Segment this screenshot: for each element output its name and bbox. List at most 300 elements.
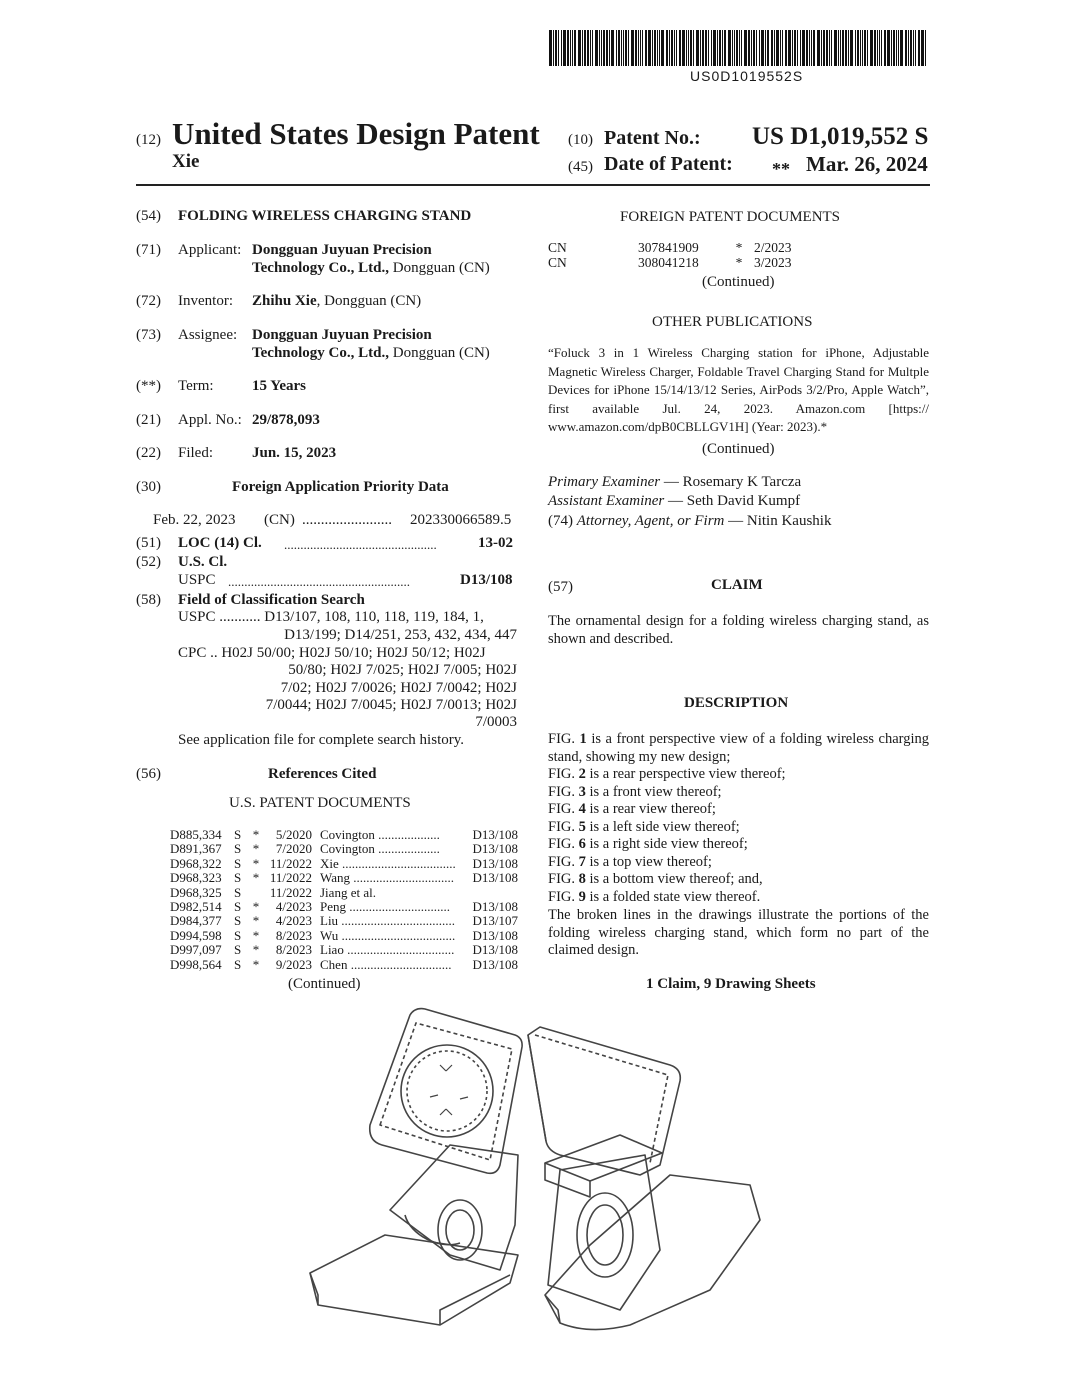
barcode-bar — [679, 30, 681, 66]
barcode-bar — [590, 30, 591, 66]
applicant-label: Applicant: — [178, 242, 242, 258]
inventor-location: , Dongguan (CN) — [316, 293, 422, 309]
barcode-bar — [797, 30, 798, 66]
figure-text: is a bottom view thereof; and, — [585, 871, 763, 887]
foreign-date: 2/2023 — [754, 240, 792, 255]
barcode-bar — [862, 30, 863, 66]
barcode-bar — [918, 30, 920, 66]
barcode-bar — [910, 30, 912, 66]
barcode-bar — [635, 30, 637, 66]
barcode-bar — [759, 30, 760, 66]
code-74: (74) — [548, 513, 573, 529]
ref-number: D982,514 — [170, 898, 222, 914]
figure-prefix: FIG. — [548, 801, 579, 817]
figure-prefix: FIG. — [548, 731, 580, 747]
header-rule — [136, 184, 930, 186]
cited-reference-row — [170, 958, 518, 972]
barcode-bar — [606, 30, 608, 66]
barcode-bar — [864, 30, 866, 66]
references-cited-title: References Cited — [268, 766, 377, 782]
barcode-bar — [817, 30, 820, 66]
assignee-location: Dongguan (CN) — [388, 345, 490, 361]
barcode-bar — [690, 30, 692, 66]
ref-class: D13/108 — [472, 956, 518, 972]
inventor-name: Zhihu Xie — [252, 293, 317, 309]
barcode-bar — [599, 30, 600, 66]
figure-text: is a front perspective view of a folding wireless charging stand, showing my new design; — [548, 731, 929, 765]
ref-inventor: Wu ................................... — [320, 928, 456, 943]
term-value: 15 Years — [252, 378, 307, 394]
ref-class: D13/108 — [472, 898, 518, 914]
ref-number: D968,322 — [170, 855, 222, 871]
barcode-bar — [618, 30, 620, 66]
term-label: Term: — [178, 378, 214, 394]
priority-data-title: Foreign Application Priority Data — [232, 479, 449, 495]
ref-star — [248, 886, 264, 900]
barcode-bar — [860, 30, 861, 66]
cited-reference-row — [170, 857, 518, 871]
figure-description — [548, 801, 929, 819]
barcode-bar — [657, 30, 658, 66]
code-30: (30) — [136, 479, 161, 495]
barcode-bar — [595, 30, 598, 66]
barcode-bar — [572, 30, 573, 66]
patent-no-label: Patent No.: — [604, 127, 701, 149]
barcode-bar — [640, 30, 641, 66]
primary-examiner — [548, 474, 801, 491]
barcode-bar — [867, 30, 868, 66]
code-52: (52) — [136, 554, 161, 570]
us-cl-label: U.S. Cl. — [178, 554, 228, 570]
barcode-bar — [625, 30, 627, 66]
barcode-bar — [561, 30, 562, 66]
ref-star: * — [252, 841, 260, 857]
barcode-bar — [674, 30, 675, 66]
ref-number: D885,334 — [170, 827, 222, 842]
barcode-bar — [925, 30, 926, 66]
barcode-bar — [609, 30, 610, 66]
barcode-bar — [659, 30, 660, 66]
claim-title: CLAIM — [711, 577, 763, 593]
barcode-bar — [732, 30, 733, 66]
ref-date: 7/2020 — [275, 841, 312, 857]
barcode-bar — [722, 30, 723, 66]
ref-date: 11/2022 — [269, 884, 312, 900]
attorney-label: Attorney, Agent, or Firm — [576, 513, 725, 529]
ref-class: D13/108 — [472, 942, 518, 958]
barcode-bar — [688, 30, 689, 66]
ref-star: * — [252, 898, 260, 914]
barcode-bar — [567, 30, 569, 66]
figure-text: is a rear perspective view thereof; — [585, 766, 786, 782]
foreign-doc-row — [548, 240, 848, 255]
barcode-bar — [676, 30, 677, 66]
ref-date: 11/2022 — [269, 855, 312, 871]
ref-class: D13/108 — [472, 855, 518, 871]
loc-dots: ............................................... — [284, 537, 437, 552]
figure-prefix: FIG. — [548, 818, 579, 835]
search-uspc-line1: USPC ........... D13/107, 108, 110, 118, 119, 184, 1, — [178, 609, 484, 625]
assistant-examiner — [548, 493, 800, 510]
barcode-bar — [908, 30, 909, 66]
barcode-bar — [574, 30, 576, 66]
barcode-bar — [879, 30, 880, 66]
other-publication-text: “Foluck 3 in 1 Wireless Charging station for iPhone, Adjustable Magnetic Wireless Charger, Foldable Travel Charging Stand for Multple Devices for iPhone 15/14/13/12 Series, AirPods 3/2/Pro, Apple Watch”, first available Jul. 24, 2023. Amazon.com [https:// www.amazon.com/dpB0CBLLGV1H] (Year: 2023).* — [548, 345, 929, 434]
barcode-bar — [558, 30, 559, 66]
figure-number: 2 — [578, 766, 586, 782]
foreign-number: 308041218 — [638, 255, 699, 270]
barcode-bar — [638, 30, 639, 66]
code-21: (21) — [136, 412, 161, 428]
foreign-doc-row — [548, 255, 848, 270]
barcode-bar — [648, 30, 651, 66]
barcode-bar — [603, 30, 605, 66]
design-title: FOLDING WIRELESS CHARGING STAND — [178, 208, 472, 224]
ref-kind: S — [234, 855, 242, 871]
code-57: (57) — [548, 579, 573, 595]
ref-star: * — [252, 956, 260, 972]
figure-number: 5 — [578, 818, 586, 835]
cited-reference-row — [170, 886, 518, 900]
barcode-bar — [782, 30, 783, 66]
ref-inventor: Wang ............................... — [320, 871, 454, 886]
ref-kind: S — [234, 827, 242, 842]
uspc-value: D13/108 — [460, 572, 513, 588]
barcode-bar — [855, 30, 856, 66]
figure-description — [548, 871, 929, 889]
barcode-bar — [831, 30, 832, 66]
foreign-date: 3/2023 — [754, 255, 792, 270]
barcode-bar — [753, 30, 755, 66]
ref-class: D13/108 — [472, 841, 518, 857]
cited-references-list — [170, 828, 518, 972]
claim-text: The ornamental design for a folding wireless charging stand, as shown and described. — [548, 613, 929, 647]
barcode-bar — [823, 30, 825, 66]
barcode-bar — [838, 30, 839, 66]
attorney-name: — Nitin Kaushik — [724, 513, 832, 529]
barcode-bar — [744, 30, 747, 66]
barcode-bar — [671, 30, 673, 66]
barcode-bar — [845, 30, 847, 66]
figure-number: 7 — [578, 853, 586, 870]
ref-inventor: Xie ................................... — [320, 856, 456, 871]
code-51: (51) — [136, 535, 161, 551]
barcode-bar — [645, 30, 647, 66]
figure-description — [548, 889, 929, 907]
figure-prefix: FIG. — [548, 766, 579, 782]
figure-text: is a front view thereof; — [585, 783, 722, 800]
figure-text: is a top view thereof; — [585, 853, 712, 870]
cited-reference-row — [170, 914, 518, 928]
assignee-line2 — [252, 345, 490, 362]
figure-description — [548, 784, 929, 802]
code-73: (73) — [136, 327, 161, 343]
ref-kind: S — [234, 942, 242, 958]
figure-text: is a right side view thereof; — [585, 836, 748, 852]
foreign-docs-title: FOREIGN PATENT DOCUMENTS — [620, 209, 841, 225]
barcode-bar — [741, 30, 742, 66]
barcode-bar — [840, 30, 841, 66]
figure-prefix: FIG. — [548, 836, 579, 852]
barcode-bar — [661, 30, 664, 66]
figure-number: 6 — [578, 836, 586, 852]
barcode-bar — [776, 30, 779, 66]
barcode-bar — [748, 30, 750, 66]
barcode-bar — [587, 30, 589, 66]
figure-prefix: FIG. — [548, 853, 579, 870]
barcode-bar — [870, 30, 873, 66]
code-56: (56) — [136, 766, 161, 782]
code-45: (45) — [568, 159, 593, 175]
barcode-bar — [563, 30, 566, 66]
ref-date: 9/2023 — [275, 956, 312, 972]
barcode-bar — [794, 30, 796, 66]
barcode-bar — [881, 30, 882, 66]
cited-reference-row — [170, 842, 518, 856]
ref-number: D968,323 — [170, 870, 222, 886]
barcode-bar — [756, 30, 757, 66]
barcode-bar — [771, 30, 773, 66]
primary-examiner-name: — Rosemary K Tarcza — [660, 474, 802, 490]
ref-date: 4/2023 — [275, 898, 312, 914]
barcode-bar — [728, 30, 731, 66]
ref-date: 4/2023 — [275, 913, 312, 929]
search-cpc-line5: 7/0003 — [475, 714, 517, 730]
ref-inventor: Liu ................................... — [320, 914, 456, 929]
ref-inventor: Covington ................... — [320, 842, 440, 857]
barcode-bar — [774, 30, 775, 66]
ref-inventor: Peng ............................... — [320, 899, 450, 914]
ref-inventor: Chen ............................... — [320, 957, 452, 972]
barcode-bar — [601, 30, 602, 66]
applicant-line1: Dongguan Juyuan Precision — [252, 242, 432, 258]
barcode-bar — [802, 30, 805, 66]
barcode-bar — [887, 30, 890, 66]
barcode-bar — [850, 30, 853, 66]
ref-number: D968,325 — [170, 884, 222, 900]
barcode-bar — [616, 30, 617, 66]
cited-reference-row — [170, 871, 518, 885]
figure-description — [548, 819, 929, 837]
barcode-bar — [654, 30, 656, 66]
barcode-bar — [736, 30, 738, 66]
design-drawing — [290, 1005, 770, 1345]
barcode-bar — [884, 30, 886, 66]
ref-star: * — [252, 827, 260, 842]
barcode-bar — [761, 30, 764, 66]
barcode-bar — [826, 30, 828, 66]
barcode-bar — [621, 30, 622, 66]
barcode-bar — [806, 30, 808, 66]
patent-type-title: United States Design Patent — [172, 116, 540, 151]
filed-label: Filed: — [178, 445, 214, 461]
field-search-label: Field of Classification Search — [178, 592, 365, 608]
loc-value: 13-02 — [478, 535, 513, 551]
barcode-bar — [631, 30, 634, 66]
code-12: (12) — [136, 132, 161, 148]
ref-number: D998,564 — [170, 956, 222, 972]
barcode-bar — [700, 30, 701, 66]
left-stand-base — [310, 1235, 518, 1325]
search-cpc-line3: 7/02; H02J 7/0026; H02J 7/0042; H02J — [280, 680, 517, 696]
ref-inventor: Covington ................... — [320, 828, 440, 842]
barcode-bar — [915, 30, 916, 66]
barcode — [549, 30, 931, 68]
figure-prefix: FIG. — [548, 783, 579, 800]
priority-country: (CN) — [264, 512, 295, 528]
figure-number: 4 — [578, 801, 586, 817]
barcode-bar — [765, 30, 766, 66]
figure-description — [548, 836, 929, 854]
ref-star: * — [252, 870, 260, 886]
barcode-text: US0D1019552S — [690, 68, 804, 84]
barcode-bar — [724, 30, 726, 66]
assistant-examiner-label: Assistant Examiner — [548, 493, 665, 509]
date-of-patent-label: Date of Patent: — [604, 153, 733, 175]
barcode-bar — [896, 30, 897, 66]
assignee-label: Assignee: — [178, 327, 238, 343]
cited-reference-row — [170, 900, 518, 914]
barcode-bar — [857, 30, 859, 66]
patent-date: Mar. 26, 2024 — [806, 152, 928, 176]
ref-star: * — [252, 942, 260, 958]
barcode-bar — [785, 30, 787, 66]
barcode-bar — [708, 30, 709, 66]
priority-number: 202330066589.5 — [410, 512, 512, 528]
right-stand-pad — [528, 1027, 680, 1175]
ref-class — [464, 886, 518, 900]
ref-class: D13/108 — [472, 870, 518, 886]
applicant-line2 — [252, 260, 490, 277]
search-history-note: See application file for complete search history. — [178, 732, 465, 748]
figure-number: 8 — [578, 871, 586, 887]
barcode-bar — [913, 30, 914, 66]
barcode-bar — [702, 30, 704, 66]
barcode-bar — [713, 30, 716, 66]
barcode-bar — [553, 30, 554, 66]
ref-number: D984,377 — [170, 913, 222, 929]
barcode-bar — [734, 30, 735, 66]
attorney — [548, 513, 831, 530]
barcode-bar — [898, 30, 899, 66]
figure-description — [548, 766, 929, 784]
barcode-bar — [686, 30, 687, 66]
barcode-bar — [891, 30, 892, 66]
barcode-bar — [874, 30, 876, 66]
barcode-bar — [693, 30, 694, 66]
ref-date: 5/2020 — [275, 827, 312, 842]
barcode-bar — [570, 30, 571, 66]
ref-number: D997,097 — [170, 942, 222, 958]
cited-reference-row — [170, 943, 518, 957]
ref-class: D13/107 — [472, 913, 518, 929]
barcode-bar — [611, 30, 614, 66]
search-cpc-line4: 7/0044; H02J 7/0045; H02J 7/0013; H02J — [265, 697, 517, 713]
ref-kind: S — [234, 927, 242, 943]
barcode-bar — [705, 30, 707, 66]
barcode-bar — [584, 30, 586, 66]
figure-text: is a left side view thereof; — [585, 818, 740, 835]
barcode-bar — [751, 30, 752, 66]
barcode-bar — [921, 30, 924, 66]
ref-date: 11/2022 — [269, 870, 312, 886]
foreign-star: * — [735, 240, 743, 255]
primary-examiner-label: Primary Examiner — [548, 474, 661, 490]
foreign-docs-list — [548, 240, 848, 270]
barcode-bar — [711, 30, 712, 66]
barcode-bar — [717, 30, 718, 66]
search-uspc-line2: D13/199; D14/251, 253, 432, 434, 447 — [284, 627, 517, 643]
search-cpc-line2: 50/80; H02J 7/025; H02J 7/005; H02J — [288, 662, 517, 678]
foreign-continued: (Continued) — [702, 274, 775, 290]
barcode-bar — [900, 30, 903, 66]
barcode-bar — [578, 30, 581, 66]
barcode-bar — [905, 30, 907, 66]
ref-kind: S — [234, 898, 242, 914]
ref-star: * — [252, 913, 260, 929]
barcode-bar — [669, 30, 670, 66]
search-cpc-line1: CPC .. H02J 50/00; H02J 50/10; H02J 50/12; H02J — [178, 645, 486, 661]
uspc-label: USPC — [178, 572, 216, 588]
ref-inventor: Jiang et al. — [320, 885, 376, 900]
ref-kind: S — [234, 841, 242, 857]
barcode-bar — [834, 30, 837, 66]
patent-number: US D1,019,552 S — [752, 123, 929, 150]
appl-no-label: Appl. No.: — [178, 412, 242, 428]
code-72: (72) — [136, 293, 161, 309]
barcode-bar — [628, 30, 629, 66]
date-asterisks: ** — [772, 159, 790, 179]
barcode-bar — [821, 30, 822, 66]
ref-kind: S — [234, 956, 242, 972]
appl-no-value: 29/878,093 — [252, 412, 320, 428]
barcode-bar — [893, 30, 895, 66]
barcode-bar — [719, 30, 721, 66]
figure-text: is a folded state view thereof. — [585, 888, 761, 905]
other-continued: (Continued) — [702, 441, 775, 457]
ref-kind: S — [234, 913, 242, 929]
barcode-bar — [739, 30, 740, 66]
claims-sheets: 1 Claim, 9 Drawing Sheets — [646, 976, 816, 992]
foreign-country: CN — [548, 240, 567, 255]
barcode-bar — [877, 30, 878, 66]
barcode-bar — [623, 30, 624, 66]
barcode-bar — [842, 30, 844, 66]
code-22: (22) — [136, 445, 161, 461]
inventor-short: Xie — [172, 151, 200, 172]
priority-dots: ........................ — [302, 512, 392, 528]
uspc-dots: ........................................................ — [228, 574, 410, 589]
figure-number: 1 — [579, 731, 587, 747]
ref-class: D13/108 — [472, 827, 518, 842]
assistant-examiner-name: — Seth David Kumpf — [664, 493, 801, 509]
ref-kind: S — [234, 884, 242, 900]
foreign-star: * — [735, 255, 743, 270]
barcode-bar — [696, 30, 699, 66]
barcode-bar — [788, 30, 791, 66]
ref-inventor: Liao ................................. — [320, 943, 455, 958]
figure-text: is a rear view thereof; — [585, 801, 716, 817]
code-58: (58) — [136, 592, 161, 608]
assignee-company: Technology Co., Ltd., — [252, 345, 389, 361]
barcode-bar — [767, 30, 769, 66]
barcode-bar — [682, 30, 685, 66]
barcode-bar — [829, 30, 830, 66]
applicant-company: Technology Co., Ltd., — [252, 260, 389, 276]
barcode-bar — [780, 30, 781, 66]
barcode-bar — [666, 30, 668, 66]
cited-reference-row — [170, 929, 518, 943]
